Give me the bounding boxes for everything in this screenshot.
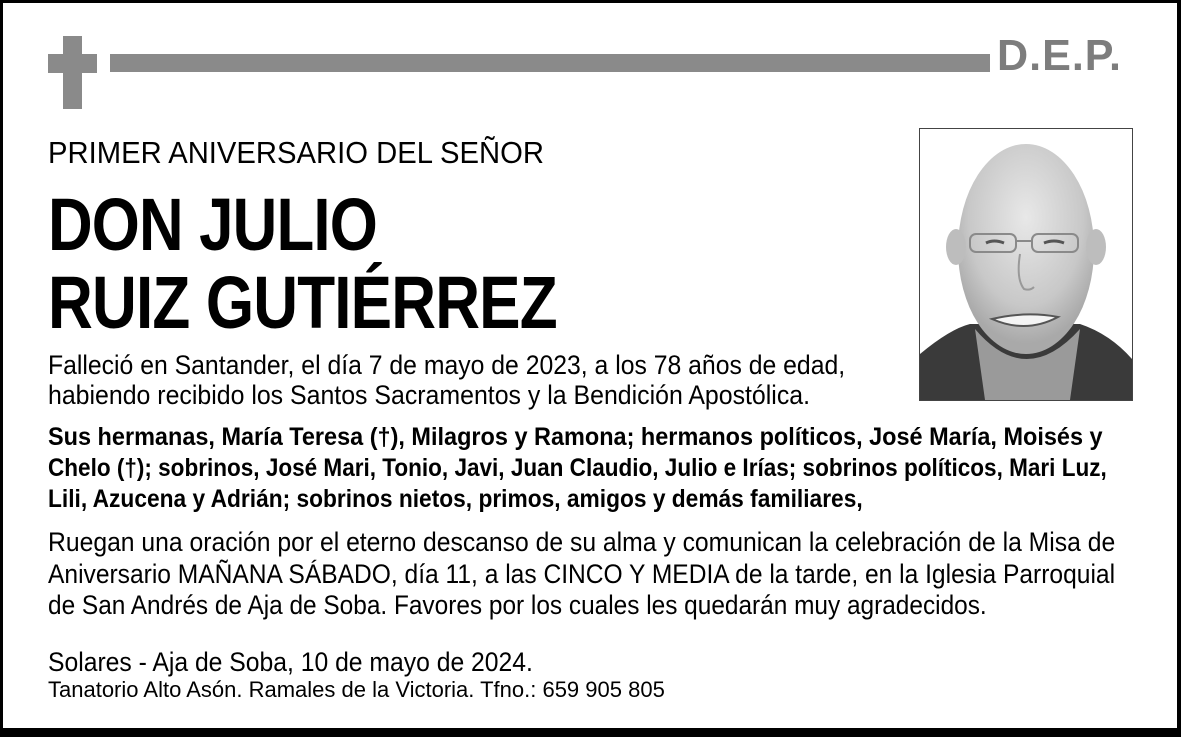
mass-info-line: de San Andrés de Aja de Soba. Favores por los cuales les quedarán muy agradecidos. [48, 590, 987, 620]
place-date: Solares - Aja de Soba, 10 de mayo de 2024. [48, 647, 533, 677]
family-line: Sus hermanas, María Teresa (†), Milagros y Ramona; hermanos políticos, José María, Moisés y [48, 423, 1103, 451]
family-line: Lili, Azucena y Adrián; sobrinos nietos, primos, amigos y demás familiares, [48, 485, 863, 513]
notice-subtitle: PRIMER ANIVERSARIO DEL SEÑOR [48, 135, 544, 170]
mass-info-line: Ruegan una oración por el eterno descanso de su alma y comunican la celebración de la Misa de [48, 527, 1116, 557]
funeral-home-info: Tanatorio Alto Asón. Ramales de la Victoria. Tfno.: 659 905 805 [48, 677, 665, 702]
header-rule [110, 54, 990, 72]
deceased-name-line-1: DON JULIO [48, 183, 377, 266]
portrait-photo [919, 128, 1133, 401]
mass-info-line: Aniversario MAÑANA SÁBADO, día 11, a las CINCO Y MEDIA de la tarde, en la Iglesia Parroquial [48, 559, 1116, 589]
deceased-name-line-2: RUIZ GUTIÉRREZ [48, 261, 557, 344]
death-info-line: habiendo recibido los Santos Sacramentos y la Bendición Apostólica. [48, 380, 811, 410]
death-info-line: Falleció en Santander, el día 7 de mayo de 2023, a los 78 años de edad, [48, 350, 846, 380]
portrait-image [920, 129, 1132, 400]
family-line: Chelo (†); sobrinos, José Mari, Tonio, Javi, Juan Claudio, Julio e Irías; sobrinos políticos, Mari Luz, [48, 454, 1107, 482]
dep-label: D.E.P. [997, 31, 1122, 80]
cross-icon-bar [48, 54, 97, 73]
